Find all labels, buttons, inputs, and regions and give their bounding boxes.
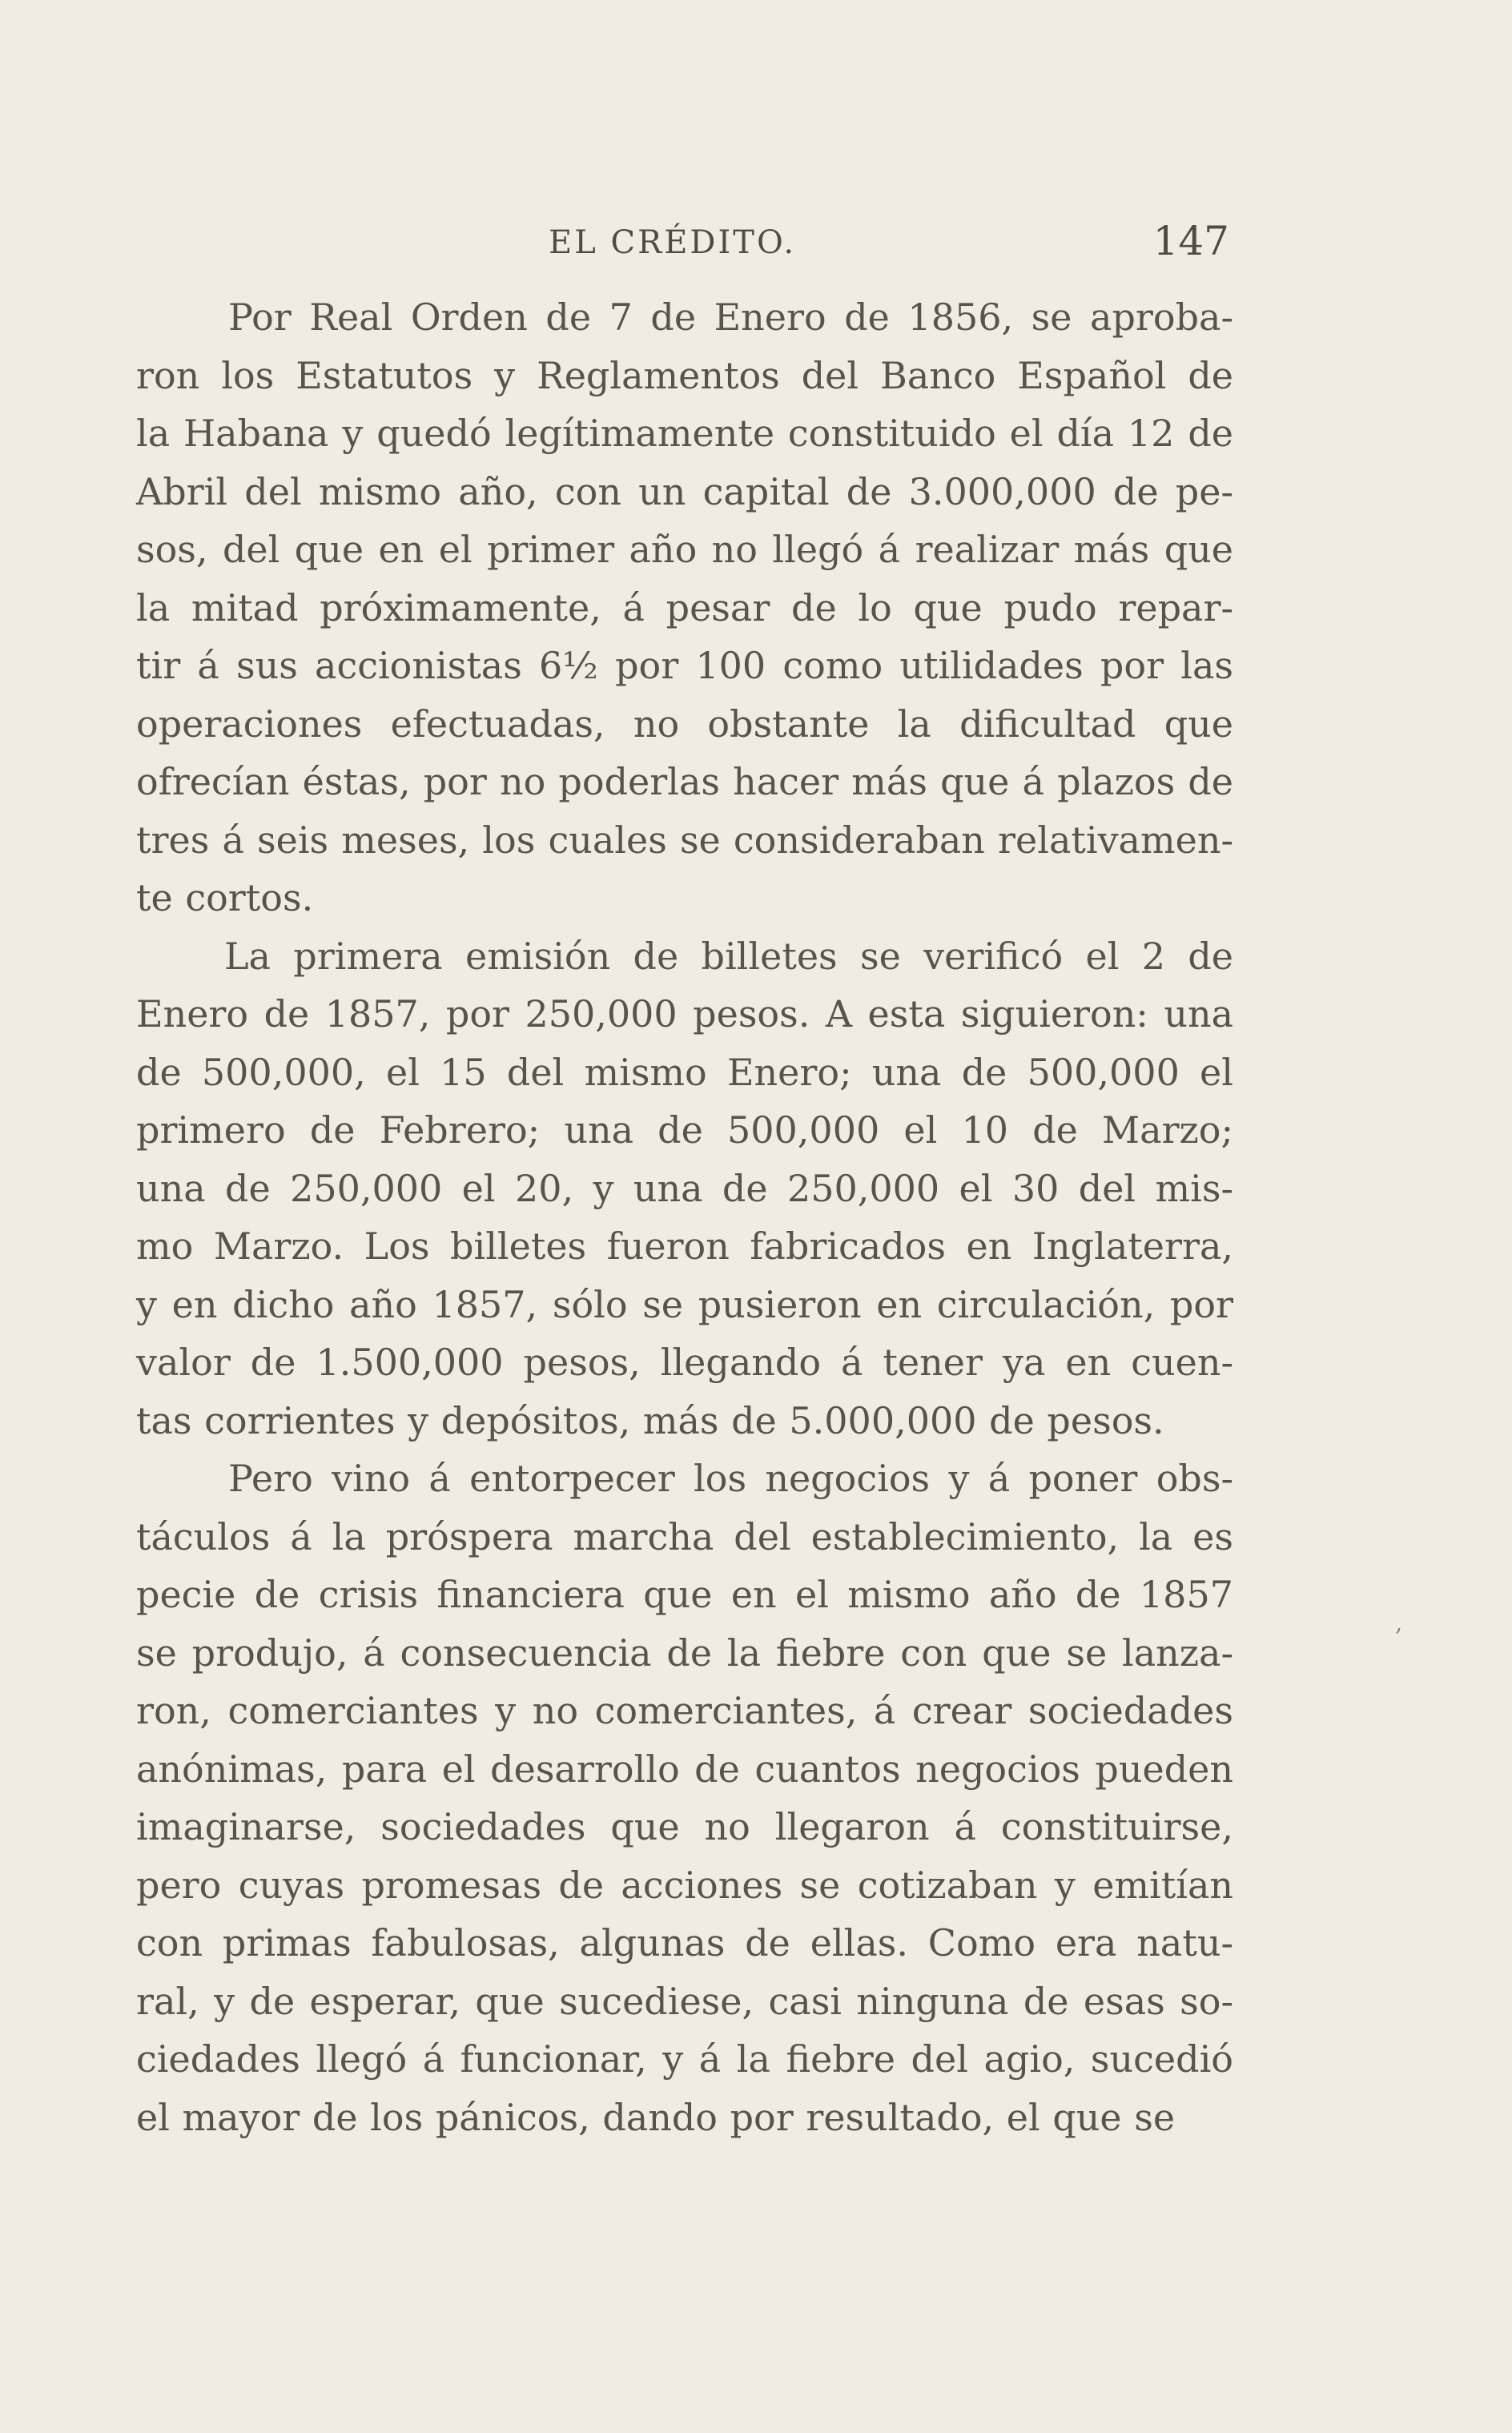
- text-line: la mitad próximamente, á pesar de lo que pudo repar-: [136, 585, 1233, 629]
- text-line: Abril del mismo año, con un capital de 3.000,000 de pe-: [136, 469, 1233, 513]
- text-line: valor de 1.500,000 pesos, llegando á tener ya en cuen-: [136, 1341, 1233, 1384]
- text-line: sos, del que en el primer año no llegó á realizar más que: [136, 528, 1233, 571]
- text-line: Enero de 1857, por 250,000 pesos. A esta siguieron: una: [136, 992, 1233, 1036]
- text-line: pero cuyas promesas de acciones se cotizaban y emitían: [136, 1863, 1233, 1907]
- text-line: mo Marzo. Los billetes fueron fabricados en Inglaterra,: [136, 1225, 1233, 1268]
- text-line: el mayor de los pánicos, dando por resultado, el que se: [136, 2095, 1176, 2139]
- paragraph-3: [136, 1450, 1233, 2146]
- text-line: primero de Febrero; una de 500,000 el 10 de Marzo;: [136, 1108, 1233, 1152]
- text-line: Pero vino á entorpecer los negocios y á poner obs-: [228, 1457, 1233, 1500]
- paragraph-1: [136, 288, 1233, 927]
- page-number: 147: [1152, 218, 1229, 264]
- text-line: de 500,000, el 15 del mismo Enero; una de 500,000 el: [136, 1050, 1233, 1094]
- text-line: tas corrientes y depósitos, más de 5.000,000 de pesos.: [136, 1398, 1164, 1442]
- text-line: pecie de crisis financiera que en el mismo año de 1857: [136, 1573, 1233, 1616]
- text-line: ral, y de esperar, que sucediese, casi ninguna de esas so-: [136, 1979, 1233, 2023]
- text-line: operaciones efectuadas, no obstante la dificultad que: [136, 702, 1233, 746]
- margin-mark: ‚: [1395, 1610, 1402, 1636]
- text-line: ofrecían éstas, por no poderlas hacer más que á plazos de: [136, 760, 1233, 803]
- text-line: ron los Estatutos y Reglamentos del Banco Español de: [136, 353, 1233, 397]
- text-line: te cortos.: [136, 876, 314, 919]
- body-text: [136, 288, 1233, 2146]
- running-title: EL CRÉDITO.: [549, 224, 797, 261]
- text-line: anónimas, para el desarrollo de cuantos negocios pueden: [136, 1747, 1233, 1791]
- text-line: tir á sus accionistas 6½ por 100 como utilidades por las: [136, 644, 1233, 687]
- page-header: [132, 218, 1229, 282]
- text-line: táculos á la próspera marcha del establecimiento, la es: [136, 1514, 1233, 1558]
- text-line: ron, comerciantes y no comerciantes, á crear sociedades: [136, 1689, 1233, 1732]
- text-line: ciedades llegó á funcionar, y á la fiebre del agio, sucedió: [136, 2037, 1233, 2081]
- text-line: la Habana y quedó legítimamente constituido el día 12 de: [136, 412, 1233, 455]
- text-line: La primera emisión de billetes se verificó el 2 de: [224, 934, 1233, 978]
- text-line: imaginarse, sociedades que no llegaron á constituirse,: [136, 1805, 1233, 1848]
- text-line: con primas fabulosas, algunas de ellas. Como era natu-: [136, 1921, 1233, 1964]
- text-line: Por Real Orden de 7 de Enero de 1856, se aproba-: [228, 296, 1233, 339]
- text-line: tres á seis meses, los cuales se consideraban relativamen-: [136, 818, 1233, 862]
- text-line: una de 250,000 el 20, y una de 250,000 el 30 del mis-: [136, 1166, 1233, 1210]
- text-line: se produjo, á consecuencia de la fiebre con que se lanza-: [136, 1631, 1233, 1675]
- text-line: y en dicho año 1857, sólo se pusieron en circulación, por: [136, 1282, 1233, 1326]
- paragraph-2: [136, 927, 1233, 1450]
